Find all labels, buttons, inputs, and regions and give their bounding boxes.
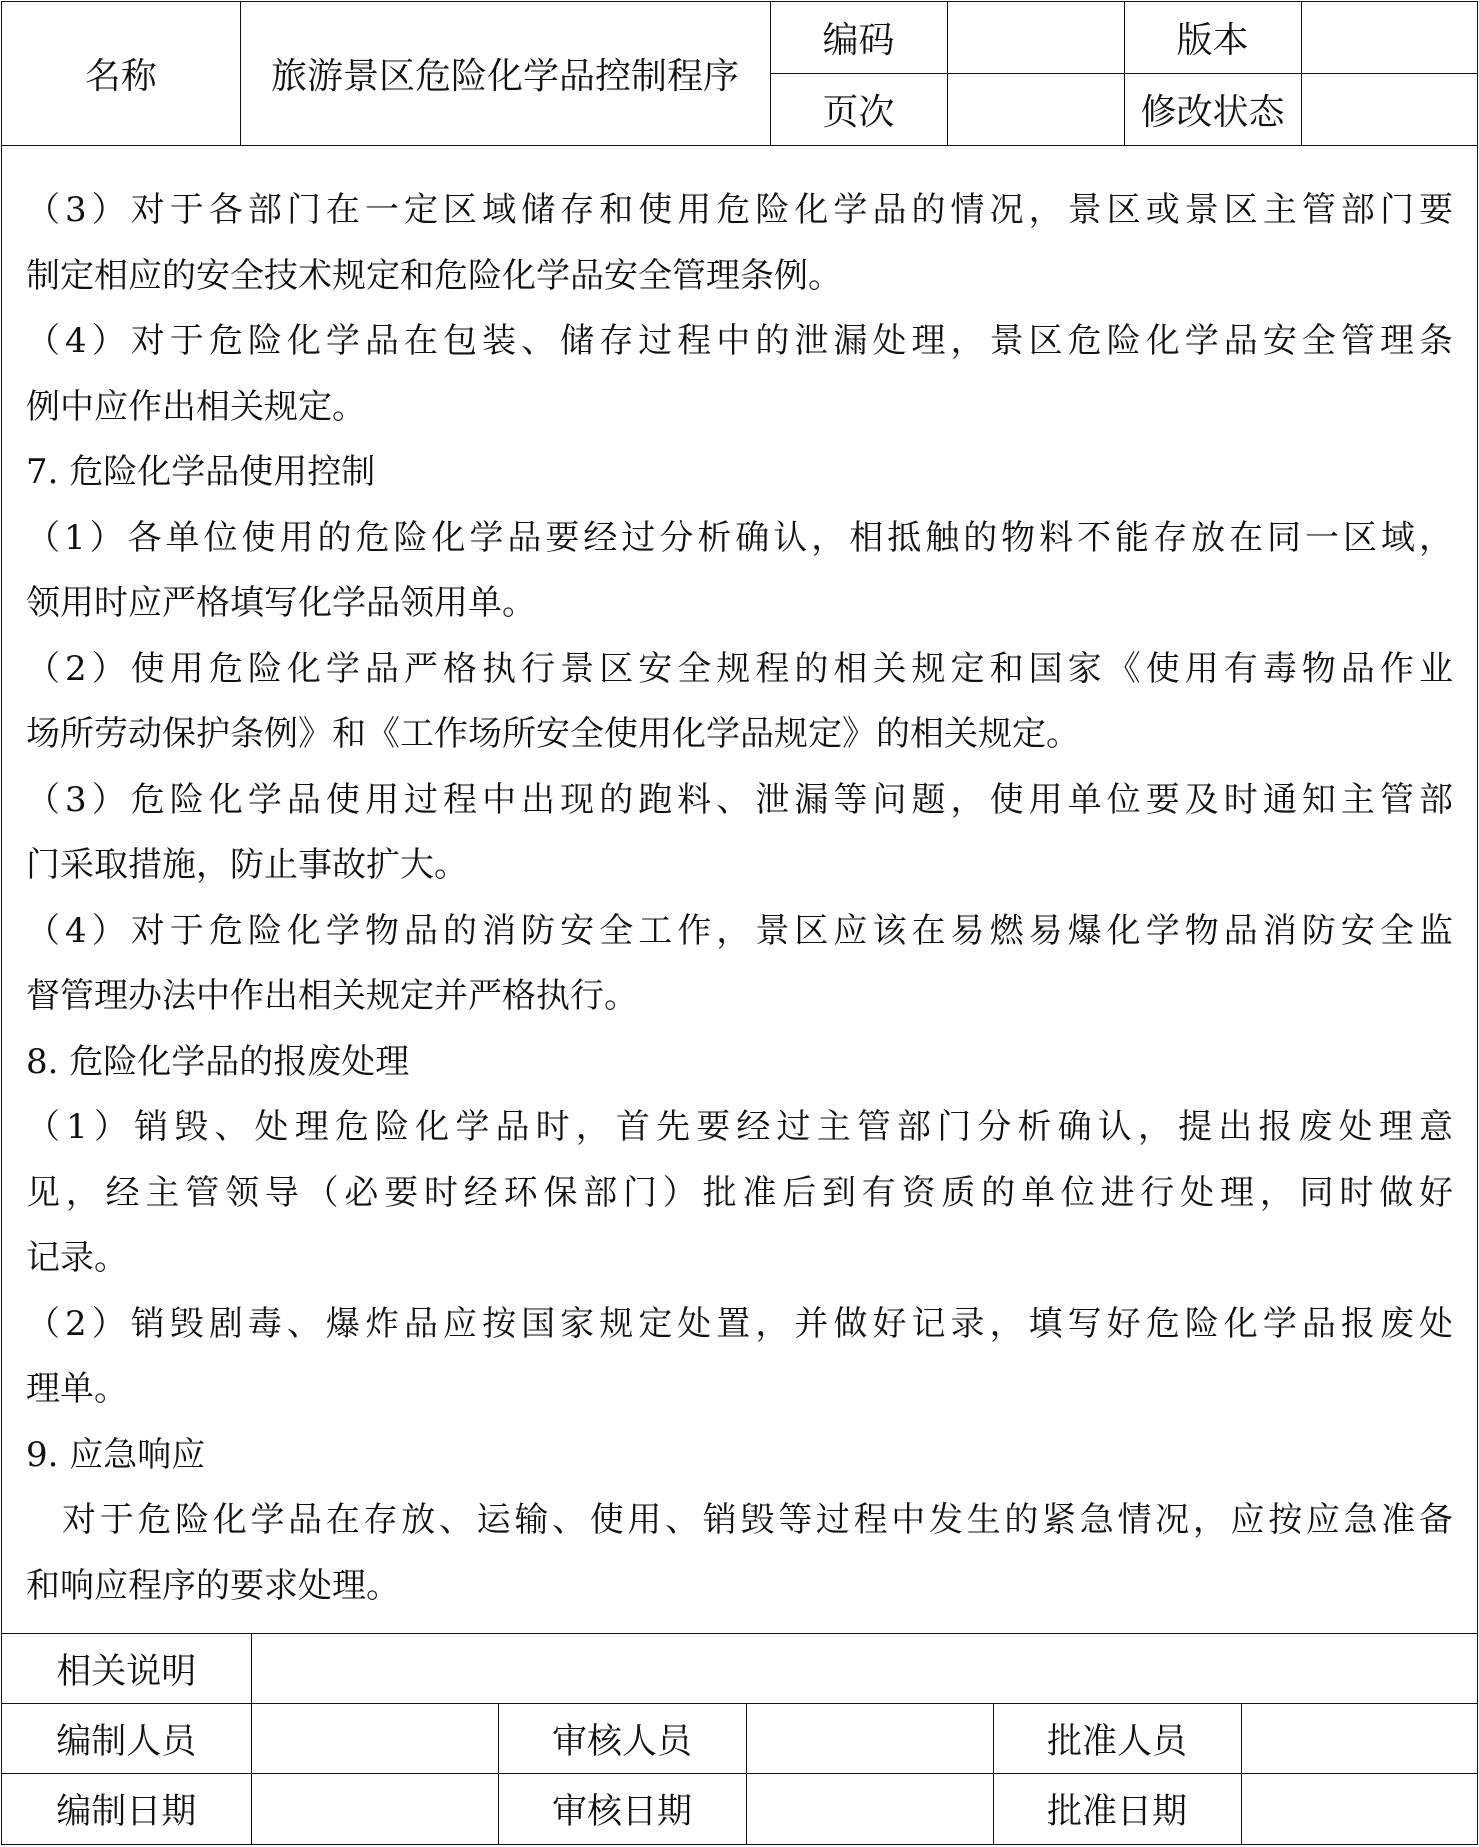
body-line: （2）使用危险化学品严格执行景区安全规程的相关规定和国家《使用有毒物品作业 (26, 648, 1453, 689)
footer-table (2, 1633, 1477, 1845)
approved-date-label: 批准日期 (993, 1774, 1241, 1845)
section-heading: 7. 危险化学品使用控制 (26, 452, 376, 492)
prepared-date-label: 编制日期 (2, 1774, 251, 1845)
version-label: 版本 (1124, 2, 1301, 73)
page-label: 页次 (770, 73, 947, 145)
section-heading: 8. 危险化学品的报废处理 (26, 1041, 410, 1082)
body-line: （4）对于危险化学物品的消防安全工作，景区应该在易燃易爆化学物品消防安全监 (26, 910, 1453, 951)
revision-label: 修改状态 (1124, 73, 1301, 145)
header-table (2, 2, 1477, 146)
body-line: 门采取措施，防止事故扩大。 (26, 845, 468, 885)
body-line: （2）销毁剧毒、爆炸品应按国家规定处置，并做好记录，填写好危险化学品报废处 (26, 1303, 1453, 1344)
name-value: 旅游景区危险化学品控制程序 (240, 2, 770, 145)
prepared-by-label: 编制人员 (2, 1704, 251, 1774)
body-line: 例中应作出相关规定。 (26, 386, 366, 427)
reviewed-date-label: 审核日期 (498, 1774, 746, 1845)
reviewed-date-value (746, 1774, 993, 1845)
body-line: 记录。 (26, 1238, 128, 1278)
approved-date-value (1241, 1774, 1477, 1845)
approved-by-label: 批准人员 (993, 1704, 1241, 1774)
prepared-by-value (251, 1704, 498, 1774)
prepared-date-value (251, 1774, 498, 1845)
body-line: （1）销毁、处理危险化学品时，首先要经过主管部门分析确认，提出报废处理意 (26, 1107, 1453, 1147)
body-line: 对于危险化学品在存放、运输、使用、销毁等过程中发生的紧急情况，应按应急准备 (62, 1500, 1453, 1540)
body-line: 场所劳动保护条例》和《工作场所安全使用化学品规定》的相关规定。 (26, 714, 1080, 754)
code-label: 编码 (770, 2, 947, 73)
code-value (947, 2, 1124, 73)
body-line: 督管理办法中作出相关规定并严格执行。 (26, 976, 638, 1016)
body-line: 制定相应的安全技术规定和危险化学品安全管理条例。 (26, 255, 842, 296)
body-line: 见，经主管领导（必要时经环保部门）批准后到有资质的单位进行处理，同时做好 (26, 1172, 1453, 1213)
reviewed-by-label: 审核人员 (498, 1704, 746, 1774)
body-line: （3）危险化学品使用过程中出现的跑料、泄漏等问题，使用单位要及时通知主管部 (26, 779, 1453, 820)
version-value (1301, 2, 1477, 73)
body-line: （1）各单位使用的危险化学品要经过分析确认，相抵触的物料不能存放在同一区域， (26, 517, 1453, 558)
document-body (2, 145, 1477, 1633)
page-value (947, 73, 1124, 145)
reviewed-by-value (746, 1704, 993, 1774)
approved-by-value (1241, 1704, 1477, 1774)
body-line: 和响应程序的要求处理。 (26, 1565, 400, 1606)
section-heading: 9. 应急响应 (26, 1434, 206, 1475)
body-line: （3）对于各部门在一定区域储存和使用危险化学品的情况，景区或景区主管部门要 (26, 190, 1453, 230)
body-line: 理单。 (26, 1369, 128, 1409)
revision-value (1301, 73, 1477, 145)
body-line: 领用时应严格填写化学品领用单。 (26, 583, 536, 623)
notes-label: 相关说明 (2, 1634, 251, 1704)
name-label: 名称 (2, 2, 240, 145)
body-line: （4）对于危险化学品在包装、储存过程中的泄漏处理，景区危险化学品安全管理条 (26, 321, 1453, 361)
notes-value (251, 1634, 1477, 1704)
document-page (1, 1, 1478, 1845)
